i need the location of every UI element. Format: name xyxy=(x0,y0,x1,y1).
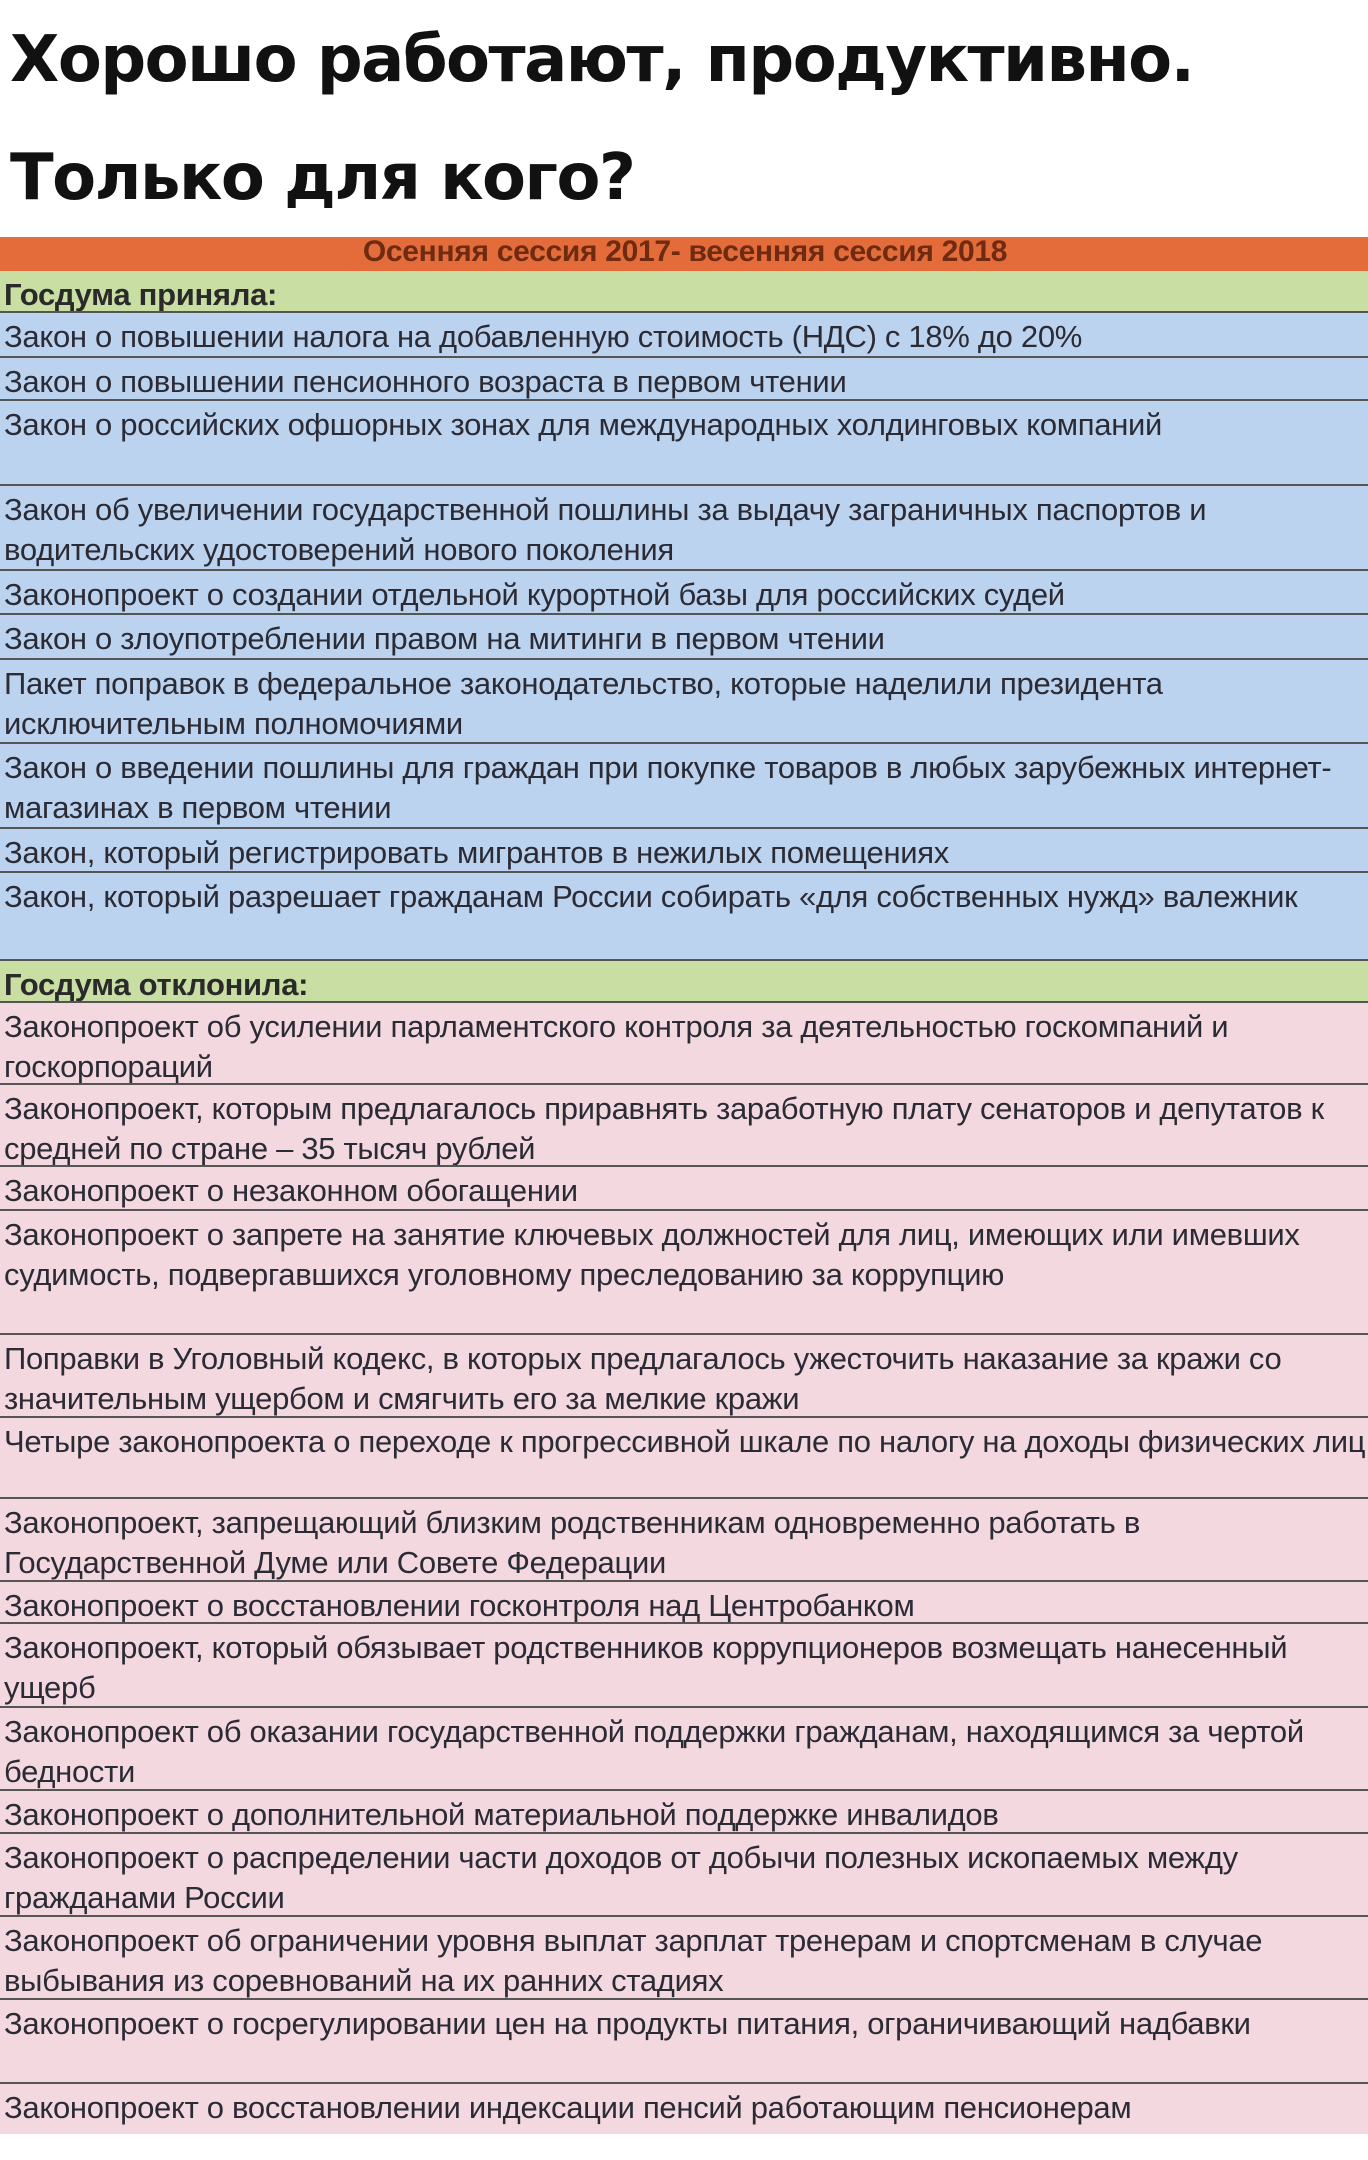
adopted-item: Закон о введении пошлины для граждан при покупке товаров в любых зарубежных интернет-магазинах в первом чтении xyxy=(0,744,1368,829)
adopted-item: Закон о злоупотреблении правом на митинги в первом чтении xyxy=(0,615,1368,660)
rejected-item: Законопроект о дополнительной материальной поддержке инвалидов xyxy=(0,1791,1368,1834)
rejected-item: Законопроект о незаконном обогащении xyxy=(0,1167,1368,1211)
rejected-item: Законопроект о госрегулировании цен на продукты питания, ограничивающий надбавки xyxy=(0,2000,1368,2084)
laws-table xyxy=(0,237,1368,2134)
adopted-item: Закон об увеличении государственной пошлины за выдачу заграничных паспортов и водительских удостоверений нового поколения xyxy=(0,486,1368,571)
title-line-2: Только для кого? xyxy=(10,141,635,215)
rejected-header: Госдума отклонила: xyxy=(0,961,1368,1003)
title-line-1: Хорошо работают, продуктивно. xyxy=(10,23,1194,97)
adopted-header: Госдума приняла: xyxy=(0,271,1368,313)
rejected-item: Законопроект о восстановлении индексации пенсий работающим пенсионерам xyxy=(0,2084,1368,2134)
rejected-item: Законопроект, который обязывает родственников коррупционеров возмещать нанесенный ущерб xyxy=(0,1624,1368,1708)
adopted-item: Закон, который разрешает гражданам России собирать «для собственных нужд» валежник xyxy=(0,873,1368,961)
rejected-item: Законопроект о запрете на занятие ключевых должностей для лиц, имеющих или имевших судимость, подвергавшихся уголовному преследованию за коррупцию xyxy=(0,1211,1368,1335)
rejected-item: Законопроект о восстановлении госконтроля над Центробанком xyxy=(0,1582,1368,1624)
rejected-item: Поправки в Уголовный кодекс, в которых предлагалось ужесточить наказание за кражи со значительным ущербом и смягчить его за мелкие кражи xyxy=(0,1335,1368,1418)
adopted-item: Закон, который регистрировать мигрантов в нежилых помещениях xyxy=(0,829,1368,873)
rejected-item: Законопроект, запрещающий близким родственникам одновременно работать в Государственной Думе или Совете Федерации xyxy=(0,1499,1368,1582)
rejected-item: Законопроект об оказании государственной поддержки гражданам, находящимся за чертой бедности xyxy=(0,1708,1368,1791)
adopted-item: Закон о российских офшорных зонах для международных холдинговых компаний xyxy=(0,401,1368,486)
rejected-item: Законопроект об усилении парламентского контроля за деятельностью госкомпаний и госкорпораций xyxy=(0,1003,1368,1085)
adopted-item: Законопроект о создании отдельной курортной базы для российских судей xyxy=(0,571,1368,615)
adopted-item: Закон о повышении налога на добавленную стоимость (НДС) с 18% до 20% xyxy=(0,313,1368,358)
adopted-item: Пакет поправок в федеральное законодательство, которые наделили президента исключительным полномочиями xyxy=(0,660,1368,744)
session-label: Осенняя сессия 2017- весенняя сессия 2018 xyxy=(0,237,1368,271)
rejected-item: Законопроект о распределении части доходов от добычи полезных ископаемых между гражданами России xyxy=(0,1834,1368,1917)
rejected-item: Законопроект об ограничении уровня выплат зарплат тренерам и спортсменам в случае выбывания из соревнований на их ранних стадиях xyxy=(0,1917,1368,2000)
adopted-item: Закон о повышении пенсионного возраста в первом чтении xyxy=(0,358,1368,401)
rejected-item: Четыре законопроекта о переходе к прогрессивной шкале по налогу на доходы физических лиц xyxy=(0,1418,1368,1499)
rejected-item: Законопроект, которым предлагалось приравнять заработную плату сенаторов и депутатов к средней по стране – 35 тысяч рублей xyxy=(0,1085,1368,1167)
